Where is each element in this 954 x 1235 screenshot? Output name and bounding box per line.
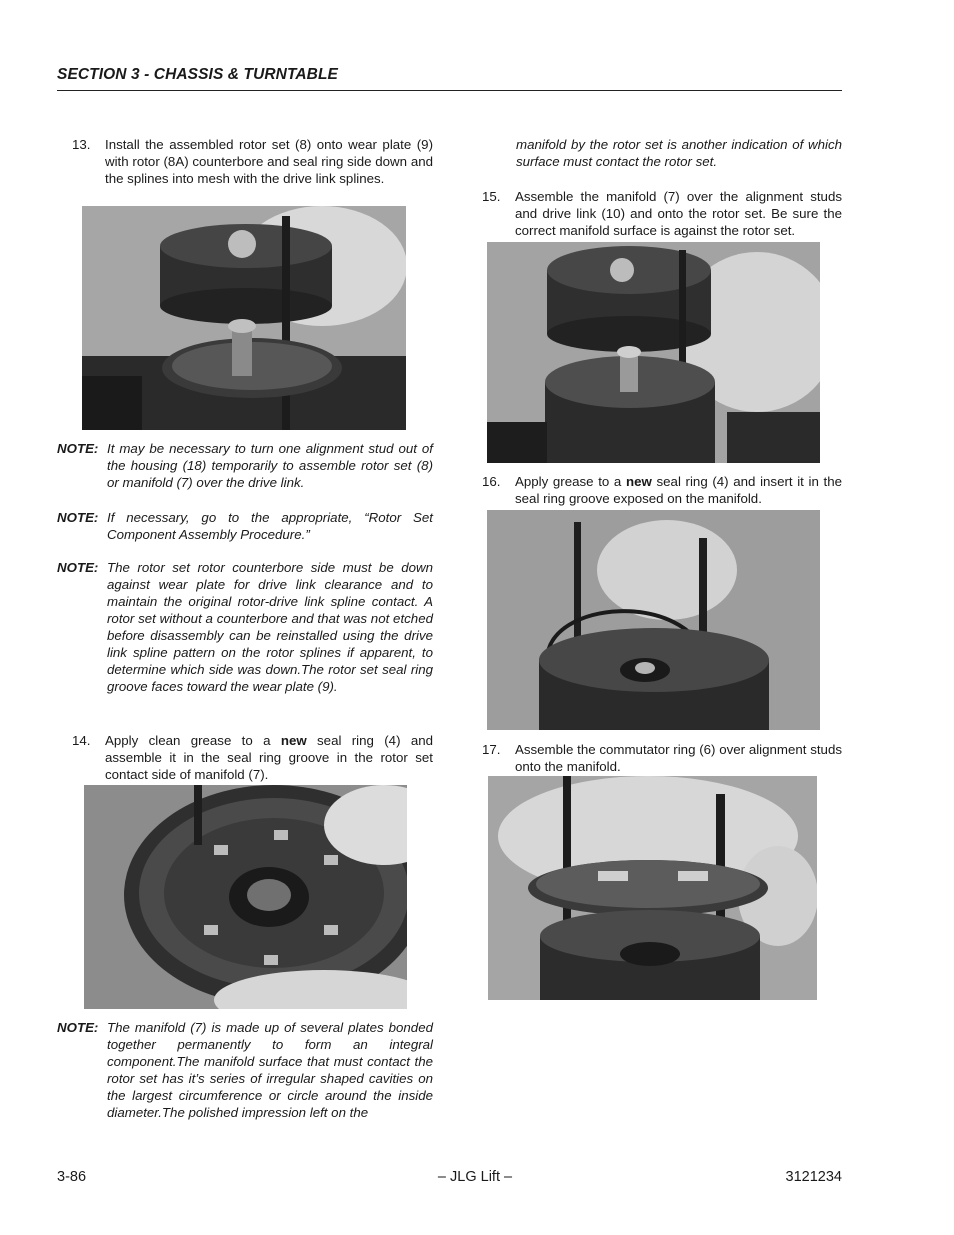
step-text <box>105 732 433 783</box>
step-text-part: Apply clean grease to a <box>105 733 281 748</box>
note-text: It may be necessary to turn one alignment stud out of the housing (18) temporarily to assemble rotor set (8) or manifold (7) over the drive link. <box>107 441 433 490</box>
keyword-new: new <box>280 733 307 748</box>
step-14 <box>72 732 433 783</box>
step-text-part: Apply grease to a <box>515 474 626 489</box>
photo-seal-ring-manifold <box>84 785 407 1009</box>
note-3 <box>57 559 433 712</box>
step-number: 15. <box>482 189 501 204</box>
note-text: The manifold (7) is made up of several plates bonded together permanently to form an integral component.The manifold surface that must contact the rotor set has it’s series of irregular shaped cavities on the largest circumference or circle around the inside diameter.The polished impression left on the <box>107 1020 433 1120</box>
footer-brand: – JLG Lift – <box>437 1169 513 1185</box>
note-text: The rotor set rotor counterbore side must be down against wear plate for drive link clearance and to maintain the original rotor-drive link spline contact. A rotor set without a counterbore and that was not etched before disassembly can be reinstalled using the drive link spline pattern on the rotor splines if apparent, to determine which side was down.The rotor set seal ring groove faces toward the wear plate (9). <box>107 560 433 694</box>
note-label: NOTE: <box>57 441 99 456</box>
step-16 <box>482 473 842 507</box>
section-header: SECTION 3 - CHASSIS & TURNTABLE <box>57 66 338 83</box>
step-text-part: seal ring (4) and insert it in the seal ring groove exposed on the manifold. <box>515 474 842 506</box>
step-text <box>515 473 842 507</box>
note-label: NOTE: <box>57 510 99 525</box>
step-text: Assemble the manifold (7) over the alignment studs and drive link (10) and onto the rotor set. Be sure the correct manifold surface is against the rotor set. <box>515 189 842 238</box>
step-13 <box>72 136 433 206</box>
step-text-part: seal ring (4) and assemble it in the seal ring groove in the rotor set contact side of manifold (7). <box>105 733 434 782</box>
step-17 <box>482 741 842 775</box>
step-number: 17. <box>482 742 501 757</box>
note-1 <box>57 440 433 491</box>
photo-rotor-set-install <box>82 206 406 430</box>
step-text: Install the assembled rotor set (8) onto wear plate (9) with rotor (8A) counterbore and seal ring side down and the splines into mesh with the drive link splines. <box>105 137 433 186</box>
photo-manifold-assembly <box>487 242 820 463</box>
document-number: 3121234 <box>785 1169 842 1185</box>
step-number: 16. <box>482 474 501 489</box>
note-label: NOTE: <box>57 560 99 575</box>
note-4 <box>57 1019 433 1121</box>
step-15 <box>482 188 842 239</box>
note-label: NOTE: <box>57 1020 99 1035</box>
photo-commutator-ring <box>488 776 817 1000</box>
step-number: 14. <box>72 733 91 748</box>
note-text: If necessary, go to the appropriate, “Rotor Set Component Assembly Procedure.” <box>107 510 433 542</box>
step-text: Assemble the commutator ring (6) over alignment studs onto the manifold. <box>515 742 842 774</box>
page-number: 3-86 <box>57 1169 87 1185</box>
photo-seal-ring-insert <box>487 510 820 730</box>
note-2 <box>57 509 433 543</box>
note-4-continued: manifold by the rotor set is another indication of which surface must contact the rotor set. <box>516 137 842 169</box>
header-rule <box>57 90 842 91</box>
keyword-new: new <box>625 474 652 489</box>
step-number: 13. <box>72 137 91 152</box>
